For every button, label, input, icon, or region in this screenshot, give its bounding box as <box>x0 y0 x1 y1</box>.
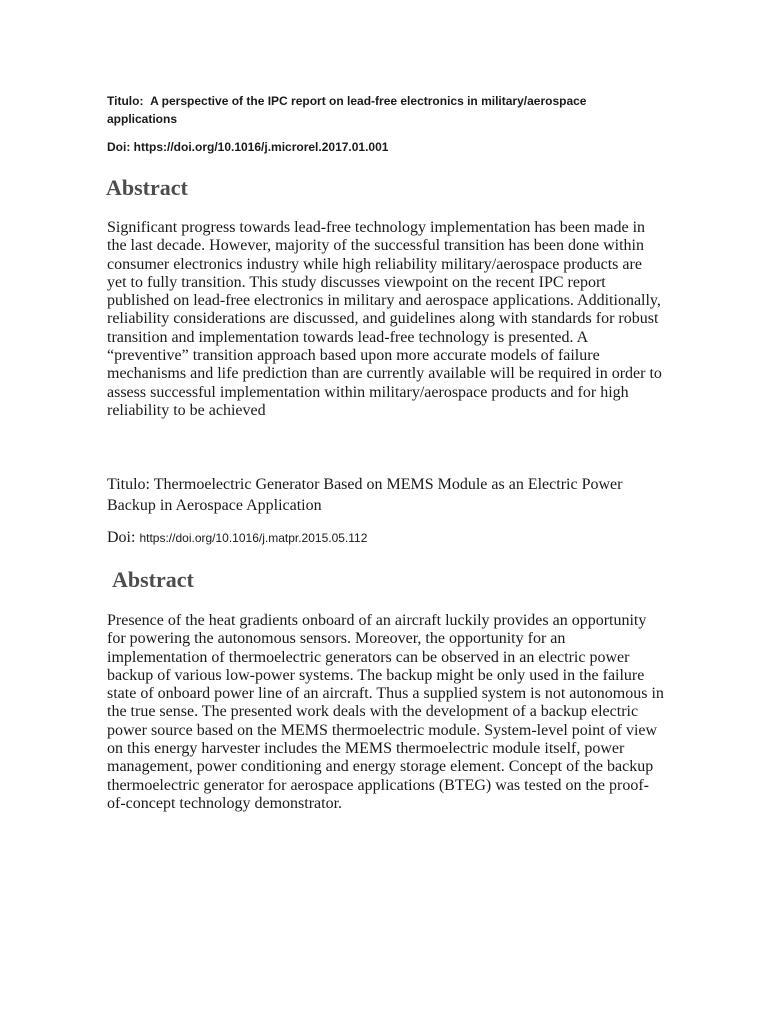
entry-2-doi-prefix: Doi: <box>107 529 136 546</box>
entry-1-doi <box>107 138 647 156</box>
entry-2-title-prefix: Titulo: <box>107 476 150 493</box>
entry-2-title <box>107 474 667 516</box>
entry-1-abstract-text: Significant progress towards lead-free technology implementation has been made in the last decade. However, majority of the successful transition has been done within consumer electronics industry while high reliability military/aerospace products are yet to fully transition. This study discusses viewpoint on the recent IPC report published on lead-free electronics in military and aerospace applications. Additionally, reliability considerations are discussed, and guidelines along with standards for robust transition and implementation towards lead-free technology is presented. A “preventive” transition approach based upon more accurate models of failure mechanisms and life prediction than are currently available will be required in order to assess successful implementation within military/aerospace products and for high reliability to be achieved <box>107 219 662 419</box>
entry-2-title-text: Thermoelectric Generator Based on MEMS Module as an Electric Power Backup in Aerospace Application <box>107 476 623 514</box>
entry-2-abstract-heading: Abstract <box>112 567 194 592</box>
entry-1-doi-prefix: Doi: <box>107 140 131 154</box>
entry-1-title <box>107 92 647 128</box>
entry-2-abstract-text: Presence of the heat gradients onboard of an aircraft luckily provides an opportunity for powering the autonomous sensors. Moreover, the opportunity for an implementation of thermoelectric generators can be observed in an electric power backup of various low-power systems. The backup might be only used in the failure state of onboard power line of an aircraft. Thus a supplied system is not autonomous in the true sense. The presented work deals with the development of a backup electric power source based on the MEMS thermoelectric module. System-level point of view on this energy harvester includes the MEMS thermoelectric module itself, power management, power conditioning and energy storage element. Concept of the backup thermoelectric generator for aerospace applications (BTEG) was tested on the proof-of-concept technology demonstrator. <box>107 612 664 812</box>
entry-1-title-text: A perspective of the IPC report on lead-free electronics in military/aerospace applications <box>107 94 587 126</box>
entry-1-title-prefix: Titulo: <box>107 94 144 108</box>
entry-1-abstract-heading: Abstract <box>106 175 188 200</box>
entry-1-doi-link[interactable]: https://doi.org/10.1016/j.microrel.2017.01.001 <box>133 140 389 154</box>
entry-2-doi <box>107 529 667 547</box>
entry-2-doi-link[interactable]: https://doi.org/10.1016/j.matpr.2015.05.112 <box>139 531 368 545</box>
